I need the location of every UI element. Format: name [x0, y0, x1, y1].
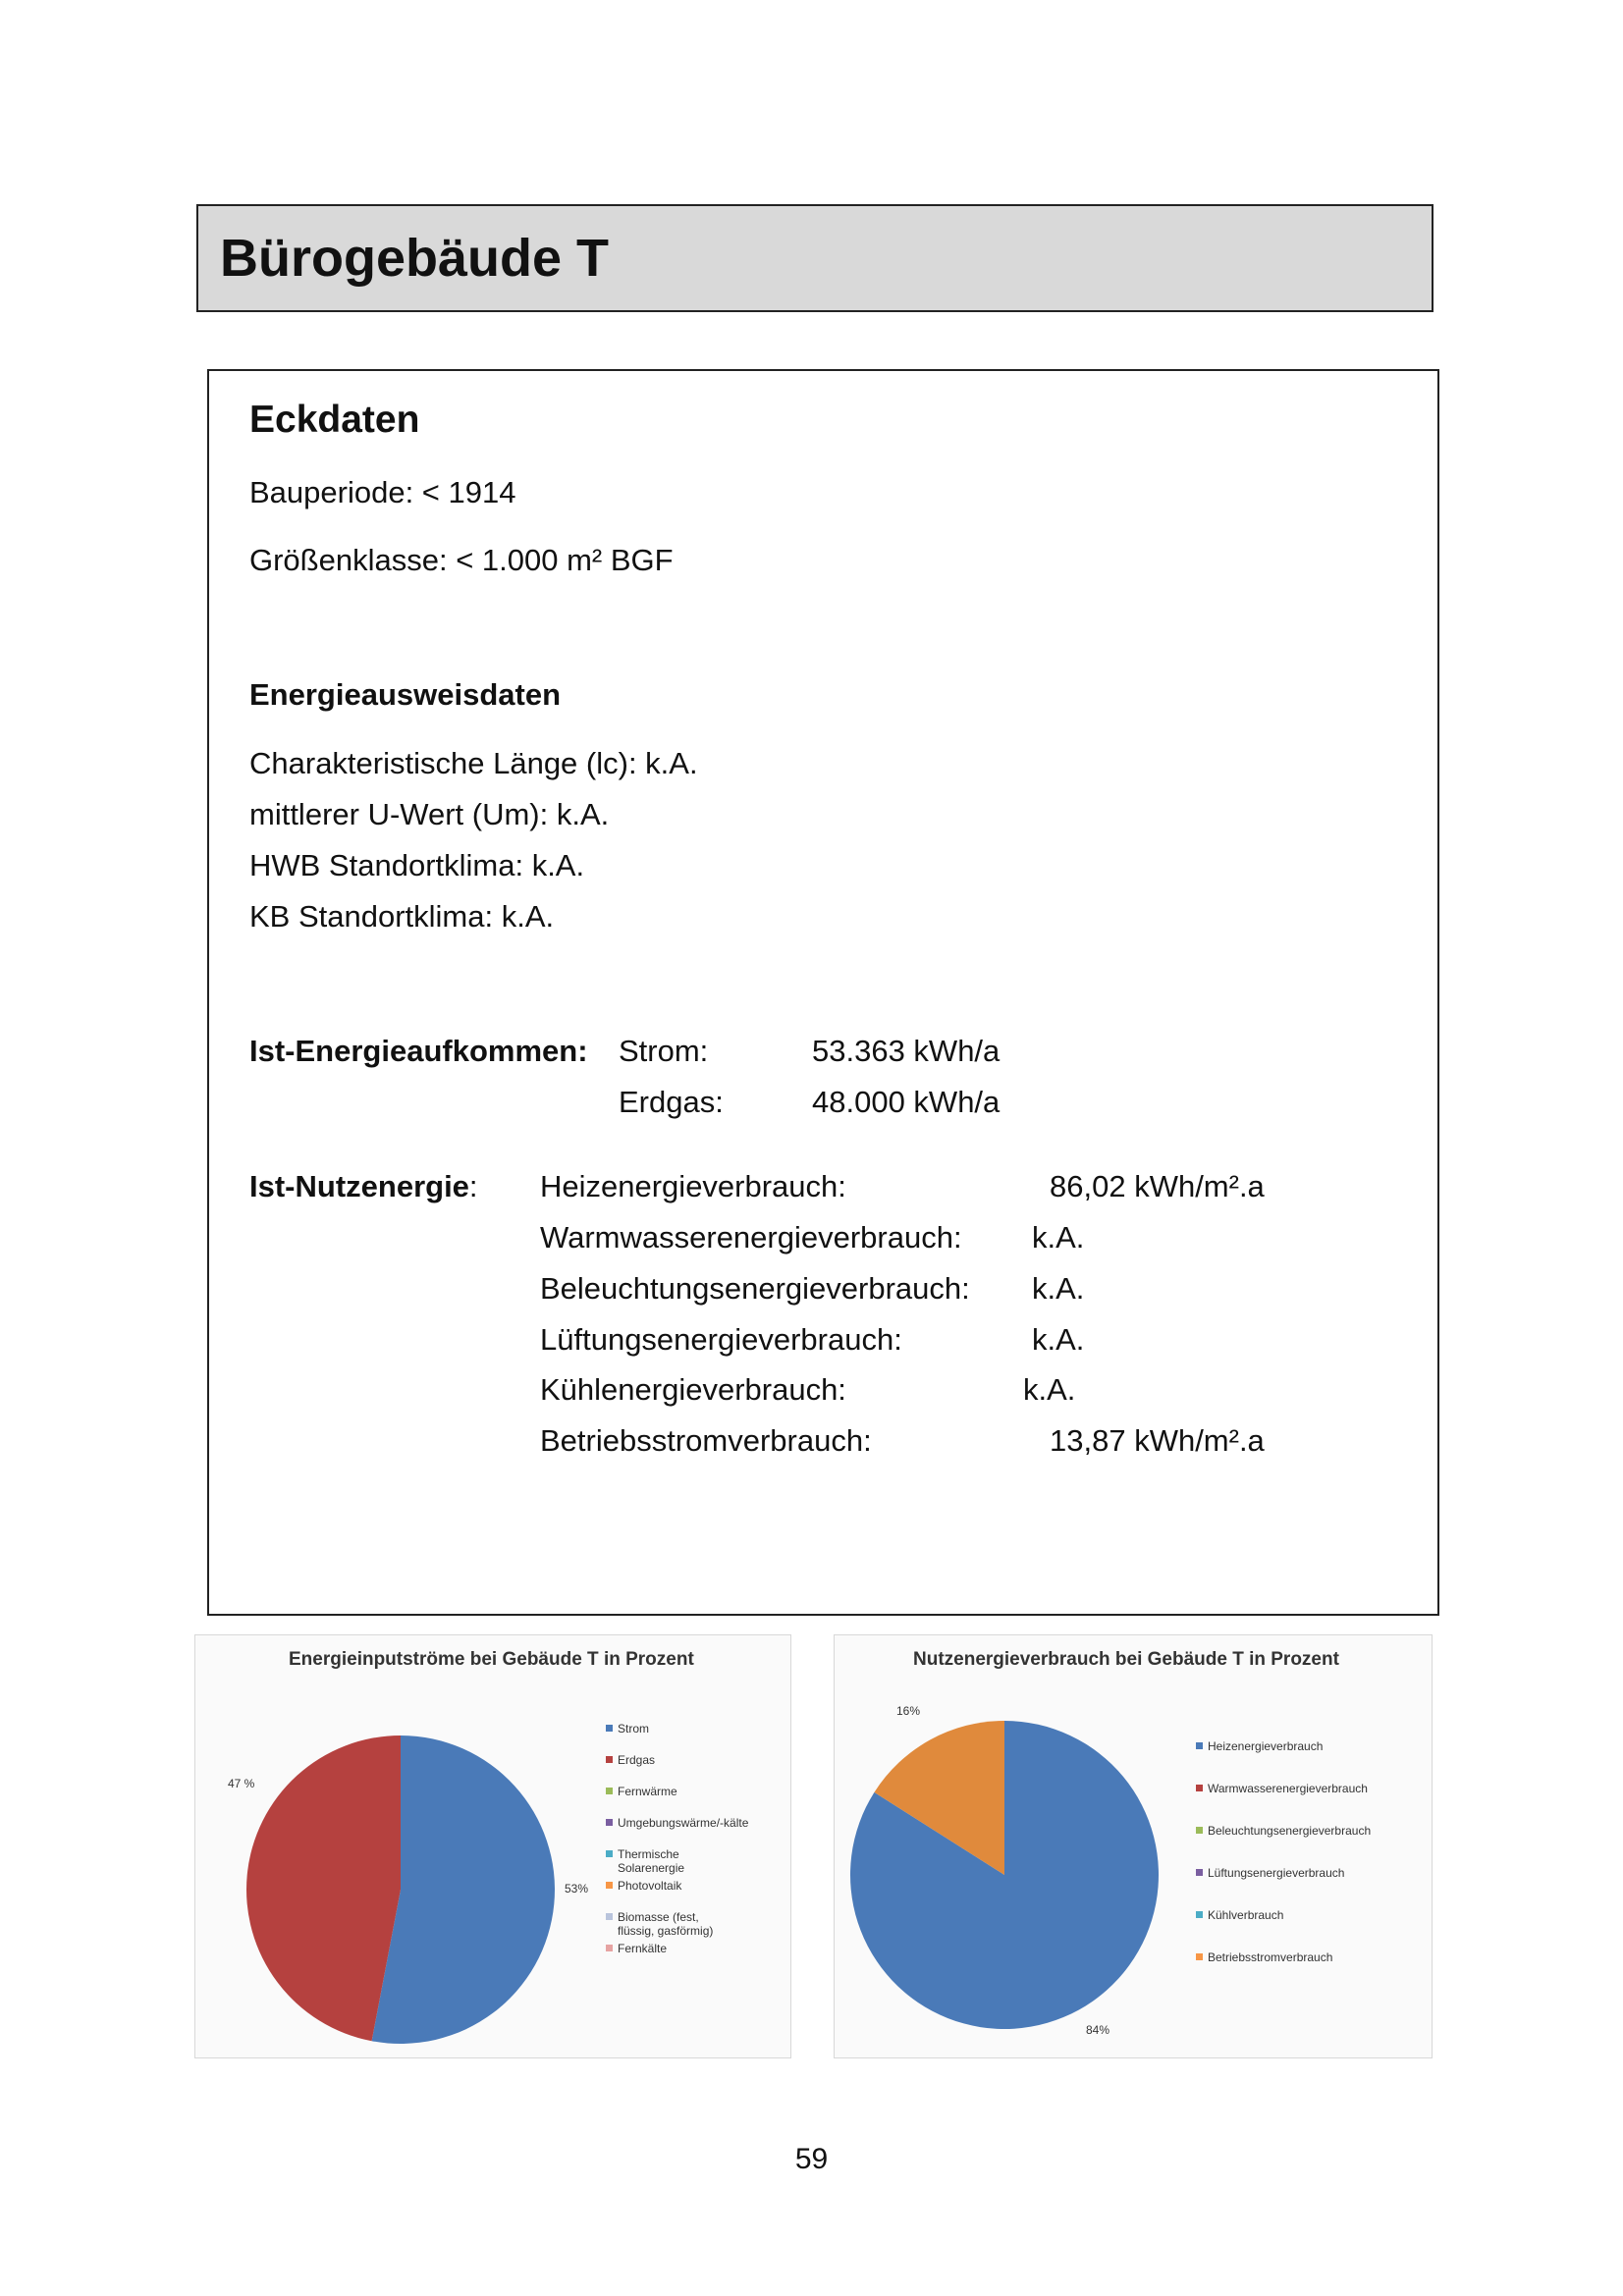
- bauperiode: Bauperiode: < 1914: [249, 475, 516, 509]
- ea-line: HWB Standortklima: k.A.: [249, 848, 585, 882]
- legend-item: Kühlverbrauch: [1208, 1908, 1284, 1922]
- legend-item: Heizenergieverbrauch: [1208, 1739, 1324, 1753]
- nutz-value: 86,02 kWh/m².a: [1050, 1169, 1265, 1203]
- energieausweis-heading: Energieausweisdaten: [249, 677, 562, 712]
- slice-label: 47 %: [228, 1777, 255, 1790]
- legend-item: Strom: [618, 1722, 650, 1735]
- legend-swatch: [606, 1945, 613, 1951]
- legend-item: Beleuchtungsenergieverbrauch: [1208, 1824, 1372, 1838]
- legend-swatch: [1196, 1785, 1203, 1791]
- ist-nutzenergie-label: [249, 1171, 478, 1201]
- nutz-name: Lüftungsenergieverbrauch:: [540, 1322, 902, 1357]
- legend-swatch: [606, 1913, 613, 1920]
- slice-label: 53%: [565, 1882, 589, 1896]
- legend-item: Thermische Solarenergie: [618, 1847, 685, 1875]
- ea-line: Charakteristische Länge (lc): k.A.: [249, 746, 698, 780]
- legend-swatch: [1196, 1869, 1203, 1876]
- nutz-name: Warmwasserenergieverbrauch:: [540, 1220, 962, 1255]
- legend-swatch: [1196, 1827, 1203, 1834]
- legend-item: Erdgas: [618, 1753, 656, 1767]
- chart-nutzenergie-svg: [835, 1635, 1434, 2059]
- legend-item: Fernwärme: [618, 1785, 677, 1798]
- nutz-name: Beleuchtungsenergieverbrauch:: [540, 1271, 970, 1306]
- nutz-name: Betriebsstromverbrauch:: [540, 1423, 872, 1458]
- legend-swatch: [606, 1819, 613, 1826]
- energie-value: 53.363 kWh/a: [812, 1034, 1001, 1068]
- ist-energieaufkommen-label: Ist-Energieaufkommen:: [249, 1034, 588, 1068]
- chart-energieinput: [194, 1634, 791, 2058]
- title-box: [196, 204, 1434, 312]
- chart-title: Energieinputströme bei Gebäude T in Prozent: [289, 1649, 694, 1670]
- legend-swatch: [1196, 1953, 1203, 1960]
- ea-line: mittlerer U-Wert (Um): k.A.: [249, 797, 610, 831]
- legend-item: Lüftungsenergieverbrauch: [1208, 1866, 1345, 1880]
- legend-swatch: [606, 1850, 613, 1857]
- page-number: 59: [794, 2143, 829, 2175]
- ea-line: KB Standortklima: k.A.: [249, 899, 555, 934]
- nutz-name: Heizenergieverbrauch:: [540, 1169, 846, 1203]
- legend-swatch: [606, 1882, 613, 1889]
- nutz-value: k.A.: [1032, 1220, 1085, 1255]
- legend-item: Betriebsstromverbrauch: [1208, 1950, 1333, 1964]
- nutz-value: k.A.: [1023, 1372, 1076, 1407]
- pie-slice-erdgas: [246, 1735, 401, 2041]
- legend-item: Biomasse (fest, flüssig, gasförmig): [618, 1910, 714, 1938]
- legend-swatch: [606, 1756, 613, 1763]
- energie-name: Strom:: [619, 1034, 709, 1068]
- legend-item: Fernkälte: [618, 1942, 668, 1955]
- nutz-value: 13,87 kWh/m².a: [1050, 1423, 1265, 1458]
- chart-energieinput-svg: [195, 1635, 792, 2059]
- chart-nutzenergie: [834, 1634, 1433, 2058]
- chart-title: Nutzenergieverbrauch bei Gebäude T in Prozent: [913, 1649, 1339, 1670]
- groessenklasse: Größenklasse: < 1.000 m² BGF: [249, 543, 674, 577]
- ist-nutzenergie-colon: :: [468, 1169, 478, 1203]
- energie-name: Erdgas:: [619, 1085, 724, 1119]
- legend-item: Umgebungswärme/-kälte: [618, 1816, 749, 1830]
- legend-swatch: [1196, 1911, 1203, 1918]
- legend-swatch: [606, 1788, 613, 1794]
- legend-swatch: [1196, 1742, 1203, 1749]
- slice-label: 16%: [896, 1704, 921, 1718]
- nutz-value: k.A.: [1032, 1322, 1085, 1357]
- slice-label: 84%: [1086, 2023, 1110, 2037]
- page-title: Bürogebäude T: [220, 229, 610, 288]
- nutz-value: k.A.: [1032, 1271, 1085, 1306]
- legend-swatch: [606, 1725, 613, 1732]
- legend-item: Warmwasserenergieverbrauch: [1208, 1782, 1368, 1795]
- ist-nutzenergie-text: Ist-Nutzenergie: [249, 1169, 469, 1203]
- eckdaten-heading: Eckdaten: [249, 399, 420, 441]
- legend-item: Photovoltaik: [618, 1879, 682, 1893]
- nutz-name: Kühlenergieverbrauch:: [540, 1372, 846, 1407]
- energie-value: 48.000 kWh/a: [812, 1085, 1001, 1119]
